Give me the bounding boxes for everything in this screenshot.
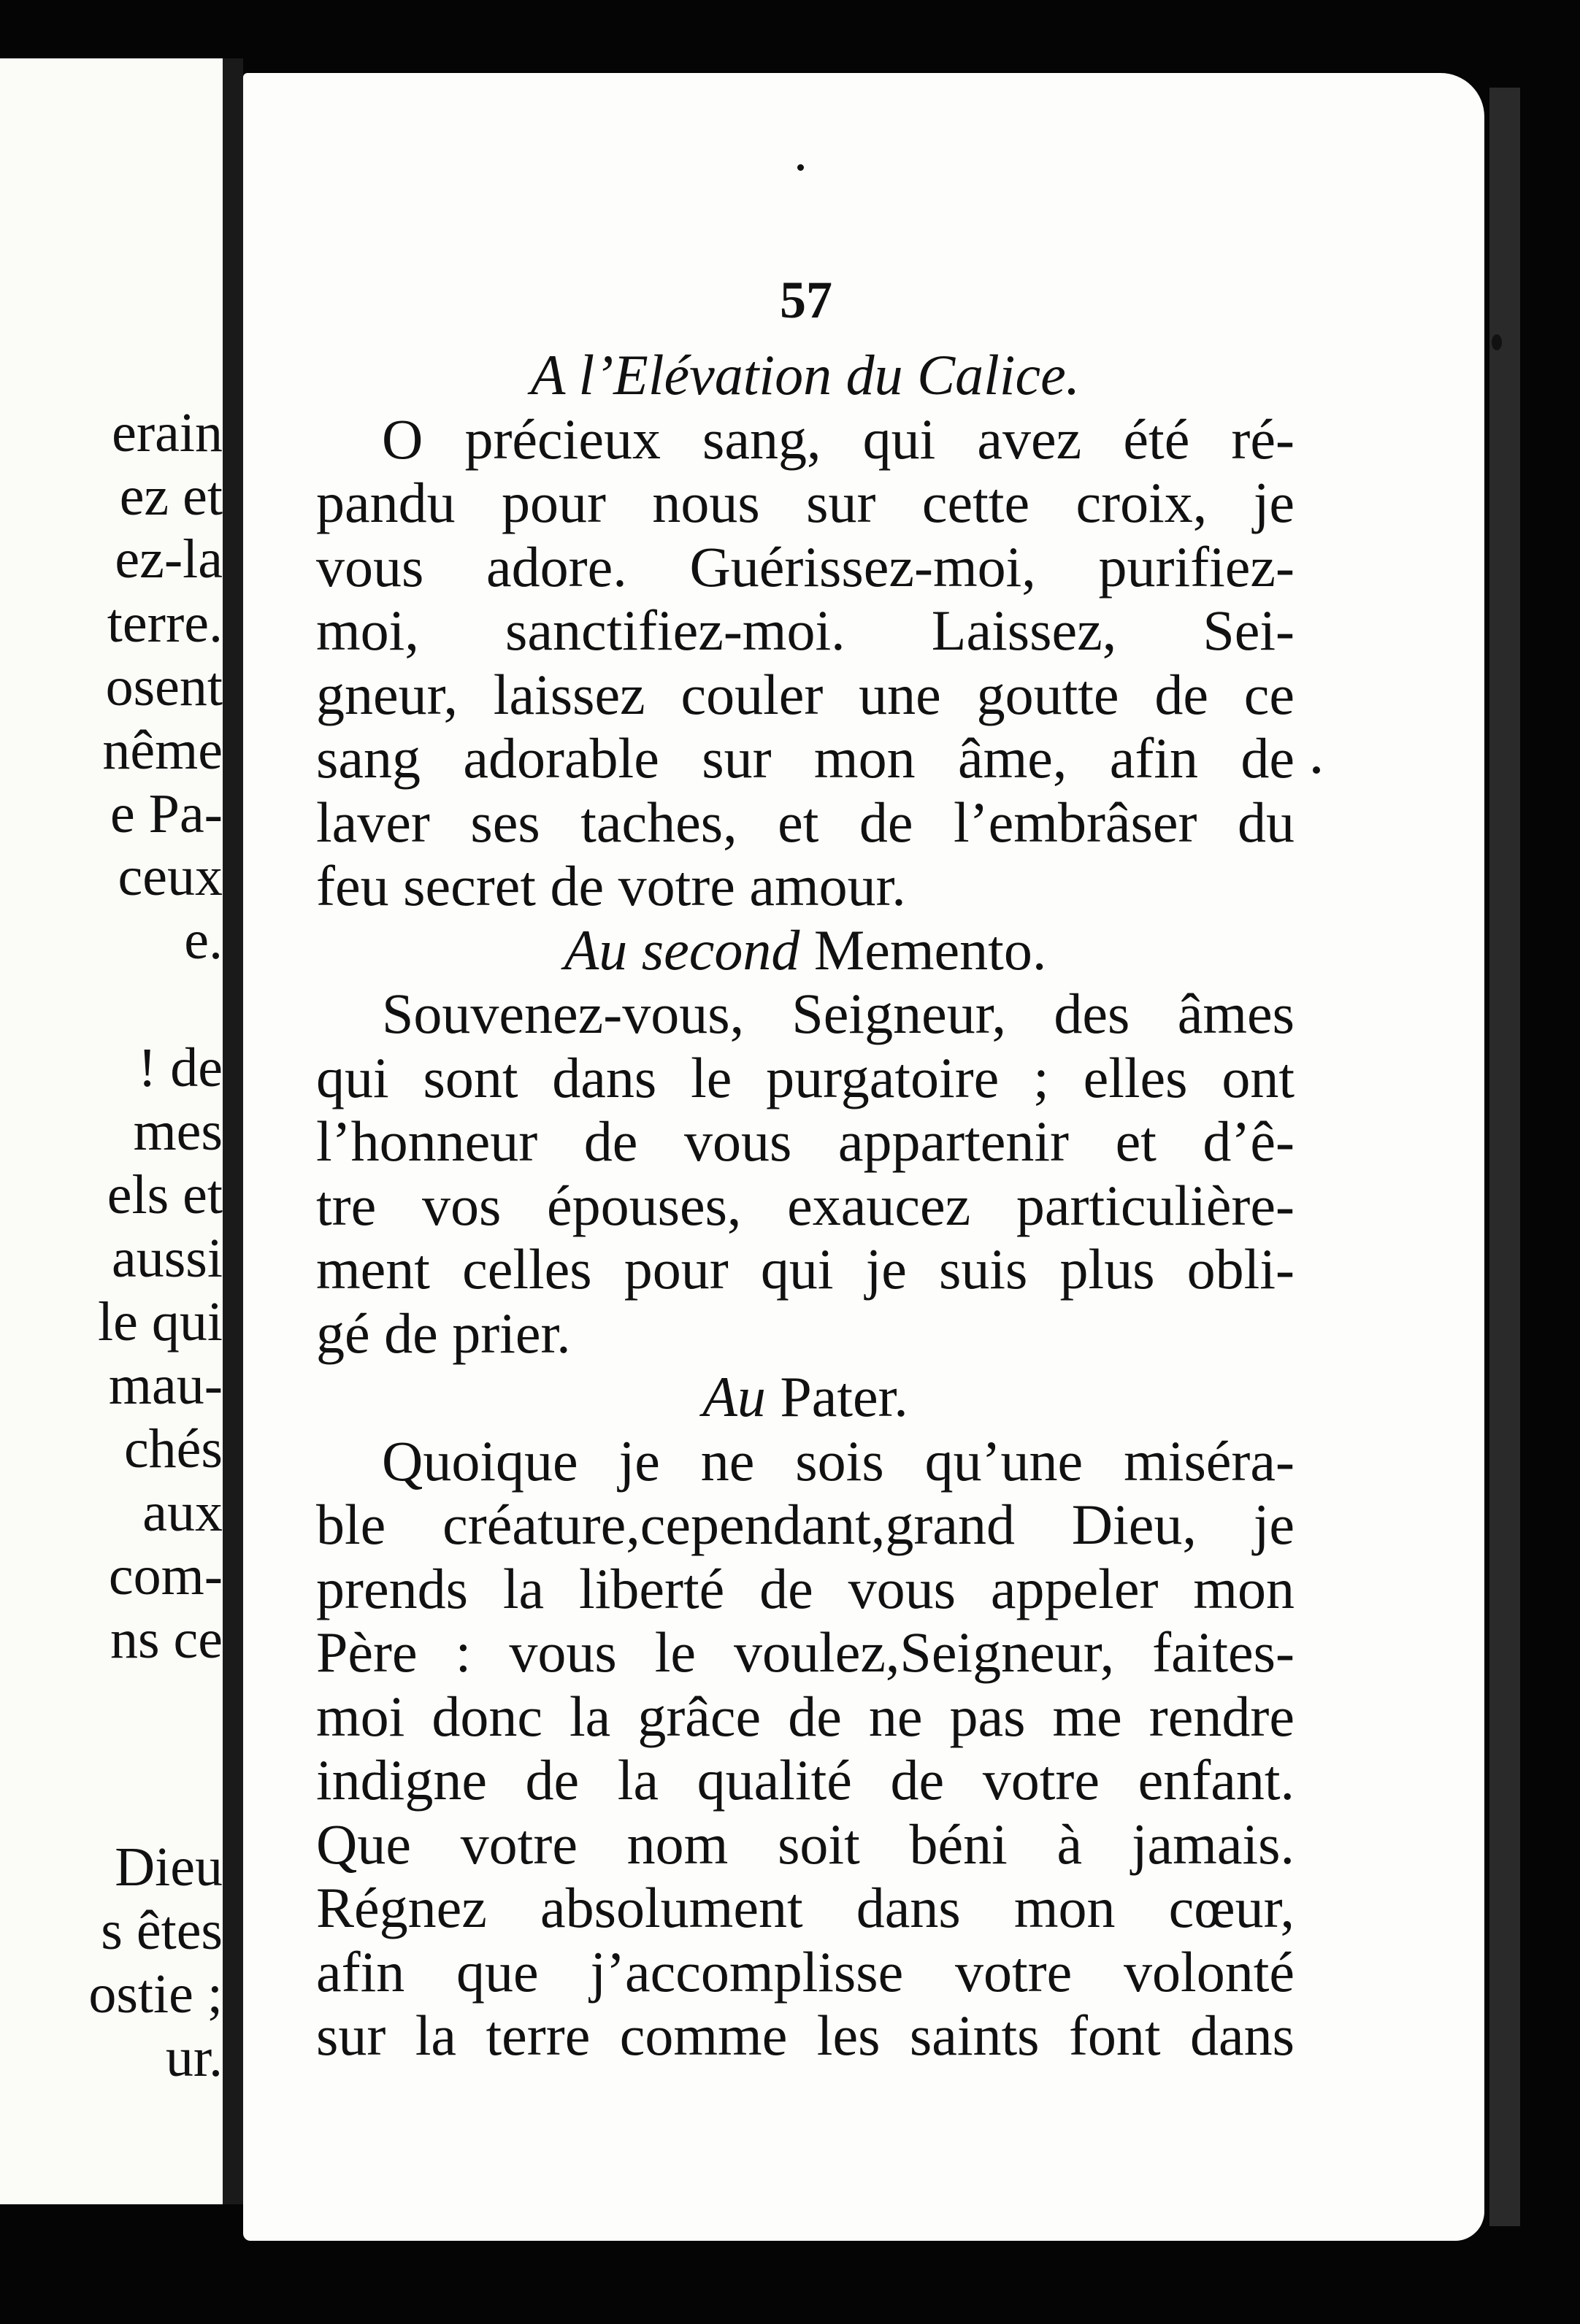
book-gutter (223, 58, 243, 2204)
page-text (316, 343, 1295, 2068)
heading-italic: A l’Elévation du Calice. (530, 343, 1081, 407)
text-line: ble créature,cependant,grand Dieu, je (316, 1493, 1295, 1556)
page-number: 57 (780, 271, 832, 329)
heading-roman: Memento. (813, 917, 1047, 982)
text-line: O précieux sang, qui avez été ré- (382, 407, 1295, 471)
left-page-line: ez et (119, 466, 223, 527)
left-page-line: ns ce (110, 1609, 223, 1670)
left-page-line: chés (123, 1418, 223, 1480)
text-line: prends la liberté de vous appeler mon (316, 1556, 1295, 1620)
left-page-line: els et (107, 1164, 223, 1226)
heading-roman: Pater. (780, 1365, 908, 1428)
left-page-line: e. (184, 909, 223, 971)
left-page-line: com- (108, 1545, 223, 1607)
paragraph-elevation (316, 407, 1295, 918)
text-line: tre vos épouses, exaucez particulière- (316, 1173, 1295, 1237)
left-page-line: ur. (165, 2027, 223, 2088)
text-line: gé de prier. (316, 1301, 571, 1365)
left-page-line: aux (142, 1482, 223, 1543)
ink-speck (1313, 766, 1320, 774)
text-line: Que votre nom soit béni à jamais. (316, 1812, 1295, 1876)
left-page-line: s êtes (101, 1900, 223, 1961)
left-page-line: nême (102, 720, 223, 781)
ink-speck (1492, 334, 1502, 350)
left-page-line: osent (105, 656, 223, 717)
text-line: Quoique je ne sois qu’une miséra- (382, 1428, 1295, 1493)
left-page-line: Dieu (115, 1836, 223, 1898)
heading-italic: Au second (564, 917, 800, 982)
left-page-line: mes (133, 1101, 223, 1162)
ink-speck (797, 164, 804, 171)
text-line: qui sont dans le purgatoire ; elles ont (316, 1045, 1295, 1109)
text-line: vous adore. Guérissez-moi, purifiez- (316, 534, 1295, 599)
text-line: indigne de la qualité de votre enfant. (316, 1748, 1295, 1812)
section-heading-elevation (316, 343, 1295, 407)
text-line: moi, sanctifiez-moi. Laissez, Sei- (316, 599, 1295, 662)
text-line: ment celles pour qui je suis plus obli- (316, 1237, 1295, 1301)
section-heading-memento (316, 918, 1295, 982)
left-page-line: ! de (137, 1037, 223, 1098)
text-line: laver ses taches, et de l’embrâser du (316, 790, 1295, 854)
text-line: sur la terre comme les saints font dans (316, 2004, 1295, 2067)
text-line: sang adorable sur mon âme, afin de (316, 726, 1295, 790)
left-page-line: terre. (107, 593, 223, 654)
left-page-line: mau- (108, 1355, 223, 1416)
page-edge (1489, 88, 1520, 2226)
text-line: Régnez absolument dans mon cœur, (316, 1876, 1295, 1939)
left-page-line: ceux (118, 846, 223, 907)
left-page-line: e Pa- (110, 783, 223, 844)
text-line: pandu pour nous sur cette croix, je (316, 471, 1295, 534)
text-line: feu secret de votre amour. (316, 854, 906, 917)
text-line: l’honneur de vous appartenir et d’ê- (316, 1109, 1295, 1173)
text-line: Souvenez-vous, Seigneur, des âmes (382, 982, 1295, 1045)
section-heading-pater (316, 1365, 1295, 1429)
left-page-line: aussi (112, 1228, 223, 1289)
text-line: gneur, laissez couler une goutte de ce (316, 662, 1295, 726)
text-line: afin que j’accomplisse votre volonté (316, 1939, 1295, 2004)
heading-italic: Au (702, 1365, 766, 1428)
left-facing-page (0, 58, 223, 2204)
text-line: Père : vous le voulez,Seigneur, faites- (316, 1620, 1295, 1684)
left-page-line: erain (112, 402, 223, 463)
text-line: moi donc la grâce de ne pas me rendre (316, 1684, 1295, 1748)
left-page-line: ostie ; (88, 1963, 223, 2025)
paragraph-pater (316, 1429, 1295, 2068)
left-page-line: le qui (98, 1291, 223, 1353)
left-page-line: ez-la (115, 528, 223, 590)
paragraph-memento (316, 982, 1295, 1365)
